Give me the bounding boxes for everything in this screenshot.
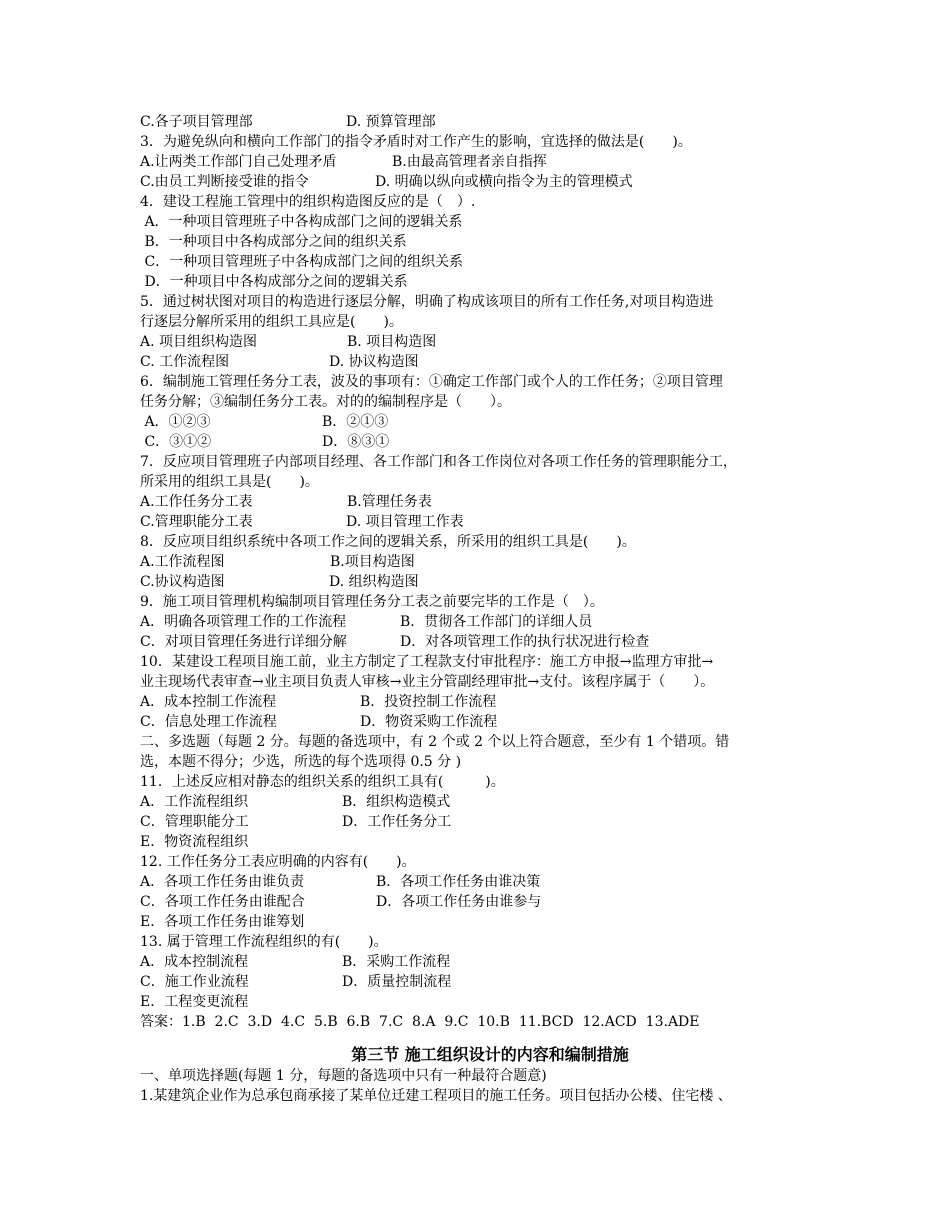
option-line [140,412,840,432]
section-question-line: 1.某建筑企业作为总承包商承接了某单位迁建工程项目的施工任务。项目包括办公楼、住宅楼 、 [140,1088,732,1104]
option-text: B．②①③ [322,414,389,430]
option-text: D．⑧③① [322,434,390,450]
option-line [140,432,840,452]
option-text: D．工作任务分工 [342,814,452,830]
text-line: 5．通过树状图对项目的构造进行逐层分解，明确了构成该项目的所有工作任务,对项目构造进 [140,294,714,310]
option-text: A.工作任务分工表 [140,494,253,510]
text-line: E．各项工作任务由谁筹划 [140,914,305,930]
option-line [140,352,840,372]
option-line [140,892,840,912]
option-text: D．各项工作任务由谁参与 [376,894,542,910]
option-text: C. 工作流程图 [140,354,230,370]
text-line: 业主现场代表审查→业主项目负责人审核→业主分管副经理审批→支付。该程序属于（ ）。 [140,674,715,690]
option-text: D. 预算管理部 [346,114,436,130]
option-line [140,952,840,972]
text-line: 二、多选题（每题 2 分。每题的备选项中，有 2 个或 2 个以上符合题意，至少有 1 个错项。错 [140,734,730,750]
text-line: 11．上述反应相对静态的组织关系的组织工具有( )。 [140,774,505,790]
option-text: B．采购工作流程 [342,954,451,970]
option-text: C．管理职能分工 [140,814,249,830]
option-text: D．质量控制流程 [342,974,452,990]
section-gap [140,1032,840,1044]
option-text: A. 项目组织构造图 [140,334,258,350]
option-line [140,612,840,632]
option-line [140,152,840,172]
option-line [140,172,840,192]
document-page [140,112,840,1106]
option-line [140,712,840,732]
option-text: A．成本控制工作流程 [140,694,277,710]
option-text: B．各项工作任务由谁决策 [376,874,541,890]
text-line: 3．为避免纵向和横向工作部门的指令矛盾时对工作产生的影响，宜选择的做法是( )。 [140,134,692,150]
option-text: A．各项工作任务由谁负责 [140,874,305,890]
text-line: 4．建设工程施工管理中的组织构造图反应的是（ ）. [140,194,476,210]
option-text: A．明确各项管理工作的工作流程 [140,614,347,630]
option-line [140,492,840,512]
option-line [140,792,840,812]
option-text: B.由最高管理者亲自指挥 [392,154,547,170]
option-text: D．物资采购工作流程 [360,714,498,730]
option-text: C.由员工判断接受谁的指令 [140,174,309,190]
option-text: B.项目构造图 [330,554,415,570]
option-text: A.工作流程图 [140,554,225,570]
option-line [140,632,840,652]
text-line: A．一种项目管理班子中各构成部门之间的逻辑关系 [140,214,463,230]
option-line [140,512,840,532]
option-line [140,332,840,352]
option-line [140,692,840,712]
text-line: 9．施工项目管理机构编制项目管理任务分工表之前要完毕的工作是（ ）。 [140,594,604,610]
option-text: C.管理职能分工表 [140,514,253,530]
text-line: 7．反应项目管理班子内部项目经理、各工作部门和各工作岗位对各项工作任务的管理职能分工， [140,454,737,470]
option-line [140,872,840,892]
option-text: C．对项目管理任务进行详细分解 [140,634,347,650]
option-line [140,112,840,132]
option-line [140,572,840,592]
option-text: C．③①② [140,434,212,450]
text-line: 答案：1.B 2.C 3.D 4.C 5.B 6.B 7.C 8.A 9.C 10.B 11.BCD 12.ACD 13.ADE [140,1014,700,1030]
text-line: E．物资流程组织 [140,834,249,850]
option-text: A．①②③ [140,414,211,430]
option-text: B．投资控制工作流程 [360,694,497,710]
section-intro-line: 一、单项选择题(每题 1 分，每题的备选项中只有一种最符合题意) [140,1068,547,1084]
option-text: D. 明确以纵向或横向指令为主的管理模式 [375,174,633,190]
text-line: C．一种项目管理班子中各构成部门之间的组织关系 [140,254,464,270]
option-text: A．成本控制流程 [140,954,249,970]
option-text: C.各子项目管理部 [140,114,253,130]
text-line: D．一种项目中各构成部分之间的逻辑关系 [140,274,408,290]
option-text: A.让两类工作部门自己处理矛盾 [140,154,337,170]
option-line [140,812,840,832]
question-block [140,112,840,1032]
option-text: C.协议构造图 [140,574,225,590]
option-text: B. 项目构造图 [347,334,437,350]
text-line: 12. 工作任务分工表应明确的内容有( )。 [140,854,416,870]
text-line: 13. 属于管理工作流程组织的有( )。 [140,934,388,950]
text-line: 所采用的组织工具是( )。 [140,474,319,490]
option-text: A．工作流程组织 [140,794,249,810]
option-line [140,972,840,992]
text-line: 10．某建设工程项目施工前，业主方制定了工程款支付审批程序：施工方申报→监理方审批→ [140,654,714,670]
text-line: 6．编制施工管理任务分工表，波及的事项有：①确定工作部门或个人的工作任务；②项目管理 [140,374,723,390]
option-text: C．施工作业流程 [140,974,249,990]
option-text: B．组织构造模式 [342,794,451,810]
option-text: B.管理任务表 [347,494,432,510]
option-text: C．信息处理工作流程 [140,714,277,730]
text-line: 任务分解；③编制任务分工表。对的的编制程序是（ ）。 [140,394,511,410]
option-text: D. 协议构造图 [329,354,419,370]
option-text: C．各项工作任务由谁配合 [140,894,305,910]
section-title: 第三节 施工组织设计的内容和编制措施 [351,1045,629,1064]
option-text: B．贯彻各工作部门的详细人员 [400,614,593,630]
text-line: E．工程变更流程 [140,994,249,1010]
option-line [140,552,840,572]
option-text: D. 项目管理工作表 [346,514,464,530]
text-line: 8．反应项目组织系统中各项工作之间的逻辑关系，所采用的组织工具是( )。 [140,534,636,550]
text-line: 选，本题不得分；少选，所选的每个选项得 0.5 分 ) [140,754,462,770]
text-line: 行逐层分解所采用的组织工具应是( )。 [140,314,403,330]
option-text: D．对各项管理工作的执行状况进行检查 [400,634,650,650]
text-line: B．一种项目中各构成部分之间的组织关系 [140,234,407,250]
option-text: D. 组织构造图 [329,574,419,590]
